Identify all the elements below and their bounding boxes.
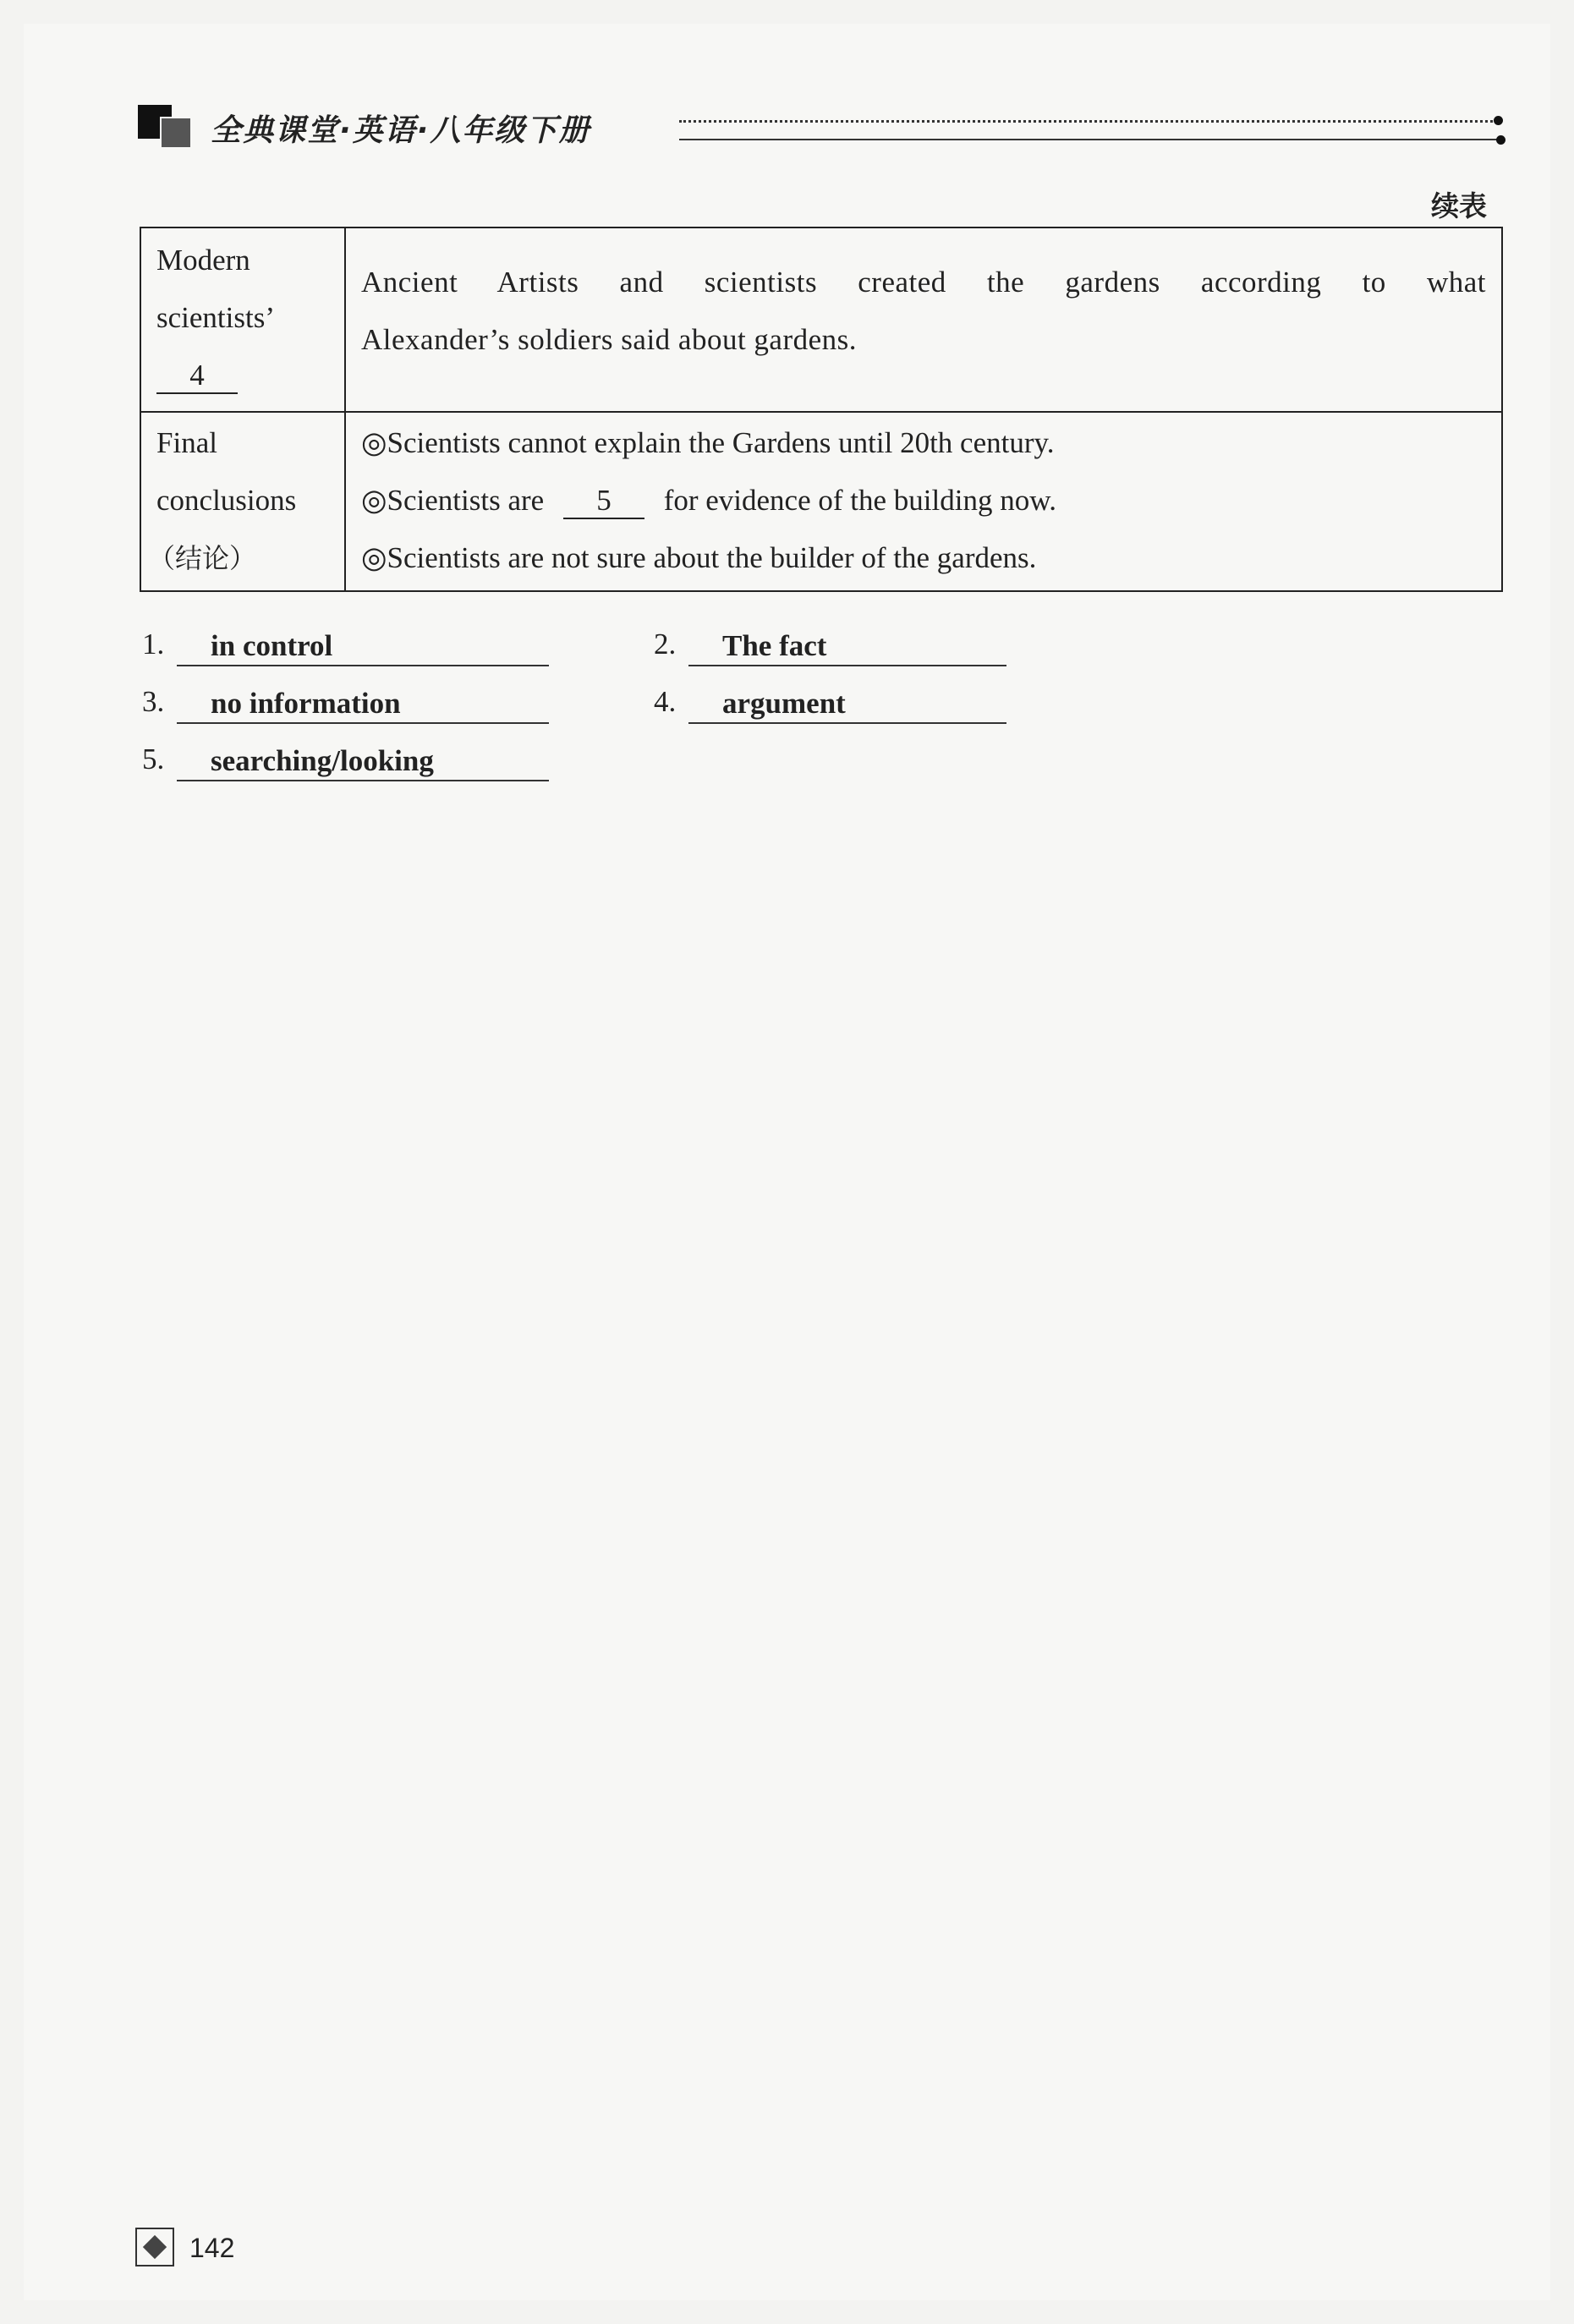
answer-underline: [688, 722, 1006, 724]
diamond-icon: [135, 2228, 174, 2266]
summary-table: [140, 227, 1503, 592]
answer-number: 5.: [142, 743, 165, 776]
page-number: 142: [189, 2233, 235, 2263]
rule-end-dot: [1494, 116, 1503, 125]
row-label-final: Final: [156, 426, 217, 459]
book-logo-icon: [138, 105, 197, 147]
answer-number: 2.: [654, 628, 677, 660]
row1-content-line2: Alexander’s soldiers said about gardens.: [361, 323, 858, 356]
bullet-2-prefix: ◎Scientists are: [361, 484, 545, 517]
blank-4[interactable]: [156, 347, 238, 404]
blank-4-value: 4: [156, 359, 238, 394]
answer-underline: [177, 780, 549, 781]
row-label-modern: Modern: [156, 244, 250, 277]
conclusion-bullet-2: [361, 472, 1056, 529]
header-solid-rule: [679, 139, 1500, 140]
row1-content-line1: Ancient Artists and scientists created the gardens according to what: [361, 266, 1486, 299]
conclusion-bullet-3: ◎Scientists are not sure about the builder of the gardens.: [361, 541, 1037, 574]
table-row-divider: [141, 411, 1501, 413]
answer-underline: [688, 665, 1006, 666]
answer-number: 4.: [654, 685, 677, 718]
row-label-scientists: scientists’: [156, 301, 275, 334]
continued-table-label: 续表: [1431, 189, 1487, 222]
rule-end-dot: [1496, 135, 1505, 145]
answer-value[interactable]: The fact: [722, 629, 827, 662]
answer-underline: [177, 722, 549, 724]
row1-content: [361, 254, 1486, 369]
blank-5[interactable]: 5: [563, 485, 644, 519]
running-header: [138, 100, 1508, 151]
answer-underline: [177, 665, 549, 666]
row-label-chinese: （结论）: [148, 542, 257, 574]
row-label-conclusions: conclusions: [156, 484, 297, 517]
header-dotted-rule: [679, 120, 1498, 123]
answer-value[interactable]: in control: [211, 629, 333, 662]
table-column-divider: [344, 228, 346, 590]
answer-value[interactable]: argument: [722, 687, 846, 720]
answer-value[interactable]: searching/looking: [211, 744, 434, 777]
conclusion-bullet-1: ◎Scientists cannot explain the Gardens until 20th century.: [361, 426, 1055, 459]
answer-number: 3.: [142, 685, 165, 718]
answer-number: 1.: [142, 628, 165, 660]
bullet-2-suffix: for evidence of the building now.: [663, 484, 1056, 517]
answer-value[interactable]: no information: [211, 687, 401, 720]
book-title: 全典课堂·英语·八年级下册: [211, 113, 591, 148]
